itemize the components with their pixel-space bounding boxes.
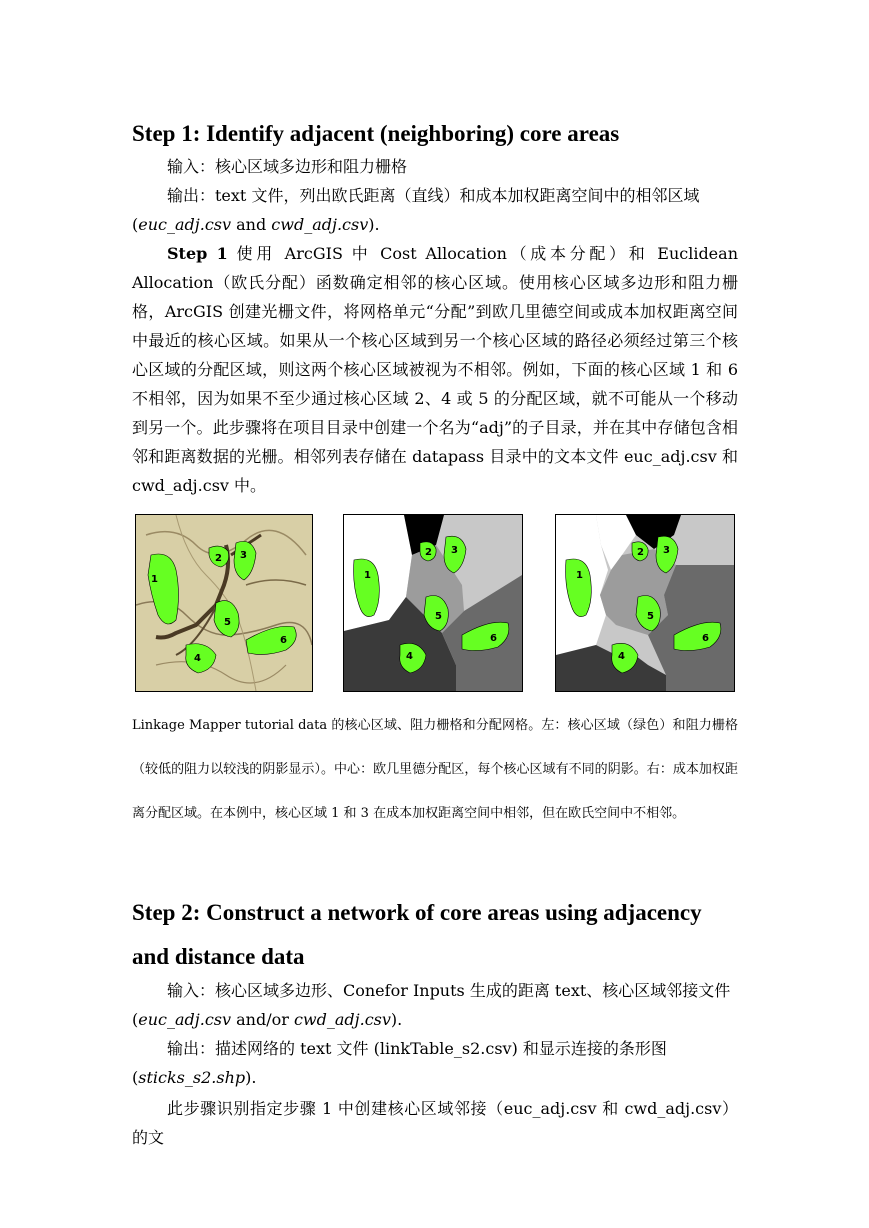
- step2-input: 输入：核心区域多边形、Conefor Inputs 生成的距离 text、核心区域邻接文件 (euc_adj.csv and/or cwd_adj.csv).: [132, 981, 731, 1029]
- step1-body: [132, 239, 738, 500]
- file-cwd-adj: cwd_adj.csv: [271, 215, 369, 234]
- core-label-1: 1: [364, 570, 371, 581]
- file-euc-adj: euc_adj.csv: [138, 215, 232, 234]
- core-label-3: 3: [451, 545, 458, 556]
- step2-body: 此步骤识别指定步骤 1 中创建核心区域邻接（euc_adj.csv 和 cwd_adj.csv）的文: [132, 1099, 738, 1147]
- core-label-2: 2: [637, 547, 644, 558]
- core-label-1: 1: [151, 574, 158, 585]
- step1-heading: Step 1: Identify adjacent (neighboring) core areas: [132, 121, 620, 146]
- core-label-5: 5: [435, 611, 442, 622]
- step2-input-text: 输入：核心区域多边形、Conefor Inputs 生成的距离 text、核心区域邻接文件: [167, 981, 731, 1000]
- core-label-1: 1: [576, 570, 583, 581]
- euclidean-allocation-figure: [343, 514, 523, 692]
- core-label-2: 2: [425, 547, 432, 558]
- core-label-2: 2: [215, 553, 222, 564]
- step2-output-text: 输出：描述网络的 text 文件 (linkTable_s2.csv) 和显示连接的条形图: [167, 1039, 667, 1058]
- step1-body-lead: Step 1: [167, 244, 228, 263]
- core-label-4: 4: [194, 653, 201, 664]
- step1-input: 输入：核心区域多边形和阻力栅格: [167, 157, 408, 176]
- step1-output: 输出：text 文件，列出欧氏距离（直线）和成本加权距离空间中的相邻区域 (euc_adj.csv and cwd_adj.csv).: [132, 186, 700, 234]
- core-label-3: 3: [663, 545, 670, 556]
- figure-caption: Linkage Mapper tutorial data 的核心区域、阻力栅格和分配网格。左：核心区域（绿色）和阻力栅格（较低的阻力以较浅的阴影显示）。中心：欧几里德分配区，每个核心区域有不同的阴影。右：成本加权距离分配区域。在本例中，核心区域 1 和 3 在成本加权距离空间中相邻，但在欧氏空间中不相邻。: [132, 718, 738, 821]
- resistance-raster-image: [136, 515, 312, 691]
- core-label-6: 6: [702, 633, 709, 644]
- core-label-6: 6: [280, 635, 287, 646]
- core-label-4: 4: [406, 651, 413, 662]
- euclidean-allocation-image: [344, 515, 522, 691]
- resistance-raster-figure: [135, 514, 313, 692]
- core-label-5: 5: [647, 611, 654, 622]
- core-label-5: 5: [224, 617, 231, 628]
- core-label-4: 4: [618, 651, 625, 662]
- file-sticks: sticks_s2.shp: [138, 1068, 246, 1087]
- file-euc-adj: euc_adj.csv: [138, 1010, 232, 1029]
- step2-output: 输出：描述网络的 text 文件 (linkTable_s2.csv) 和显示连接的条形图 (sticks_s2.shp).: [132, 1039, 667, 1087]
- step1-output-text: 输出：text 文件，列出欧氏距离（直线）和成本加权距离空间中的相邻区域: [167, 186, 700, 205]
- cost-weighted-allocation-figure: [555, 514, 735, 692]
- core-label-6: 6: [490, 633, 497, 644]
- core-label-3: 3: [240, 550, 247, 561]
- step1-body-text: 使用 ArcGIS 中 Cost Allocation（成本分配）和 Euclidean Allocation（欧氏分配）函数确定相邻的核心区域。使用核心区域多边形和阻力栅格，ArcGIS 创建光栅文件，将网格单元“分配”到欧几里德空间或成本加权距离空间中最近的核心区域。如果从一个核心区域到另一个核心区域的路径必须经过第三个核心区域的分配区域，则这两个核心区域被视为不相邻。例如，下面的核心区域 1 和 6 不相邻，因为如果不至少通过核心区域 2、4 或 5 的分配区域，就不可能从一个移动到另一个。此步骤将在项目目录中创建一个名为“adj”的子目录，并在其中存储包含相邻和距离数据的光栅。相邻列表存储在 datapass 目录中的文本文件 euc_adj.csv 和 cwd_adj.csv 中。: [132, 244, 738, 495]
- file-cwd-adj: cwd_adj.csv: [293, 1010, 391, 1029]
- step2-heading: Step 2: Construct a network of core areas using adjacency and distance data: [132, 900, 702, 969]
- cost-weighted-allocation-image: [556, 515, 734, 691]
